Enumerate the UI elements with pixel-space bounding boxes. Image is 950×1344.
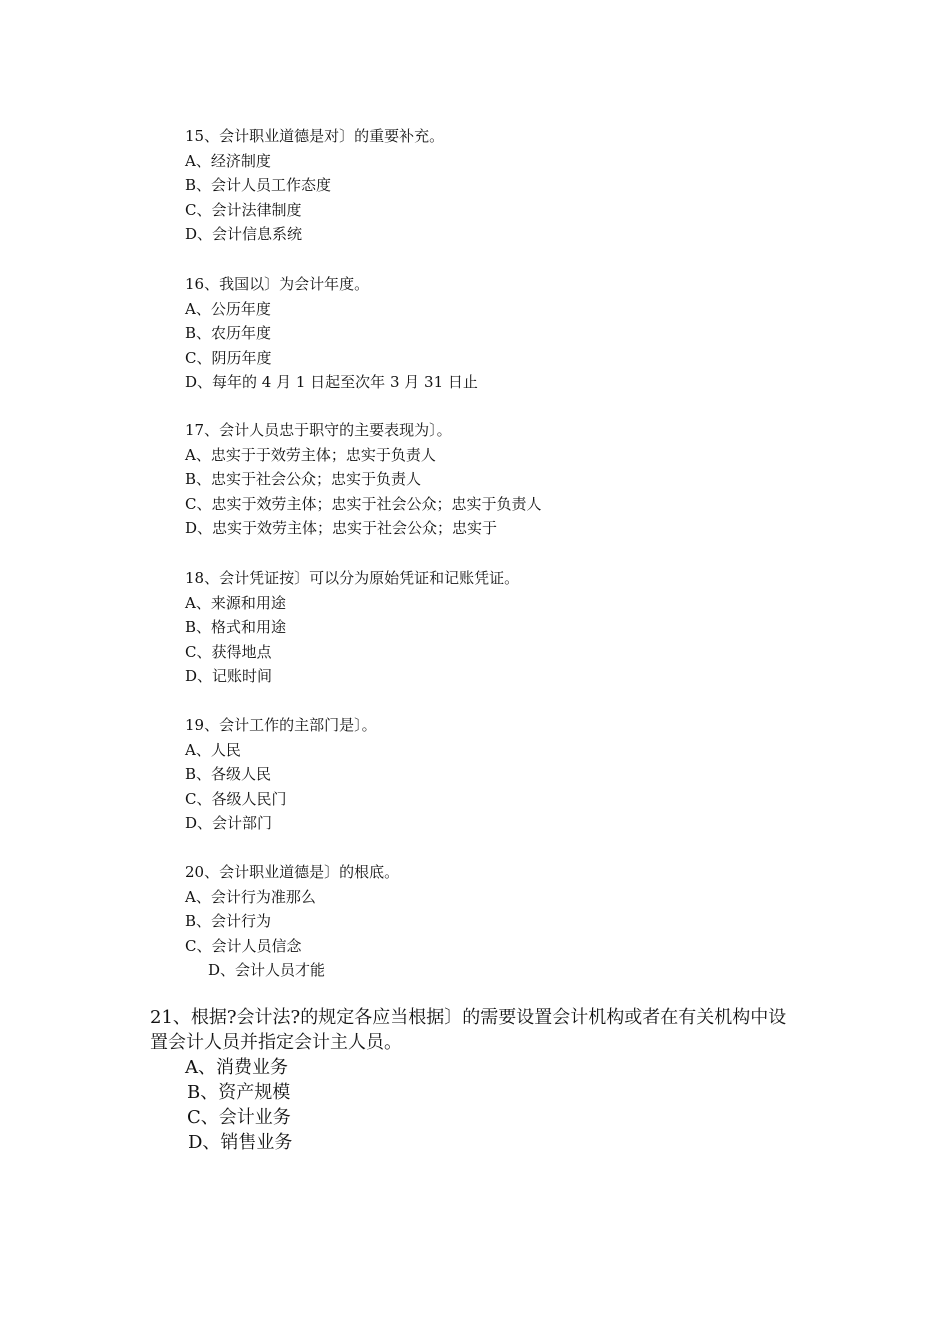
option-c: C、忠实于效劳主体；忠实于社会公众；忠实于负责人 xyxy=(185,494,542,513)
question-19 xyxy=(185,713,377,836)
option-a: A、人民 xyxy=(185,740,241,759)
question-21 xyxy=(150,1005,800,1155)
question-17 xyxy=(185,418,541,541)
question-15 xyxy=(185,124,444,247)
option-b: B、会计人员工作态度 xyxy=(185,176,332,195)
option-c: C、各级人民门 xyxy=(185,789,287,808)
question-16 xyxy=(185,272,478,395)
question-18 xyxy=(185,566,519,689)
option-d: D、忠实于效劳主体；忠实于社会公众；忠实于 xyxy=(185,519,498,538)
option-a: A、经济制度 xyxy=(185,151,271,170)
question-stem: 19、会计工作的主部门是〕。 xyxy=(185,716,377,734)
question-stem: 20、会计职业道德是〕的根底。 xyxy=(185,863,400,881)
question-stem: 17、会计人员忠于职守的主要表现为〕。 xyxy=(185,421,452,439)
question-20 xyxy=(185,860,399,983)
option-c: C、获得地点 xyxy=(185,642,272,661)
option-b: B、农历年度 xyxy=(185,324,272,343)
option-d: D、销售业务 xyxy=(188,1132,293,1153)
option-a: A、会计行为准那么 xyxy=(185,887,316,906)
option-a: A、公历年度 xyxy=(185,299,271,318)
option-c: C、会计业务 xyxy=(187,1107,291,1128)
option-b: B、格式和用途 xyxy=(185,618,287,637)
question-stem: 18、会计凭证按〕可以分为原始凭证和记账凭证。 xyxy=(185,569,520,587)
option-a: A、忠实于于效劳主体；忠实于负责人 xyxy=(185,445,436,464)
option-d: D、记账时间 xyxy=(185,667,273,686)
option-d: D、会计部门 xyxy=(185,814,273,833)
option-a: A、消费业务 xyxy=(185,1057,288,1078)
option-c: C、阴历年度 xyxy=(185,348,272,367)
options-list xyxy=(150,1055,800,1155)
option-d: D、会计人员才能 xyxy=(208,961,326,980)
option-b: B、会计行为 xyxy=(185,912,272,931)
question-stem: 15、会计职业道德是对〕的重要补充。 xyxy=(185,127,445,145)
option-b: B、各级人民 xyxy=(185,765,272,784)
option-d: D、每年的 4 月 1 日起至次年 3 月 31 日止 xyxy=(185,373,478,392)
option-b: B、资产规模 xyxy=(187,1082,291,1103)
question-stem: 16、我国以〕为会计年度。 xyxy=(185,275,370,293)
option-a: A、来源和用途 xyxy=(185,593,286,612)
option-c: C、会计人员信念 xyxy=(185,936,302,955)
option-d: D、会计信息系统 xyxy=(185,225,303,244)
option-c: C、会计法律制度 xyxy=(185,200,302,219)
question-stem: 21、根据?会计法?的规定各应当根据〕的需要设置会计机构或者在有关机构中设置会计人员并指定会计主人员。 xyxy=(150,1007,787,1053)
option-b: B、忠实于社会公众；忠实于负责人 xyxy=(185,470,422,489)
